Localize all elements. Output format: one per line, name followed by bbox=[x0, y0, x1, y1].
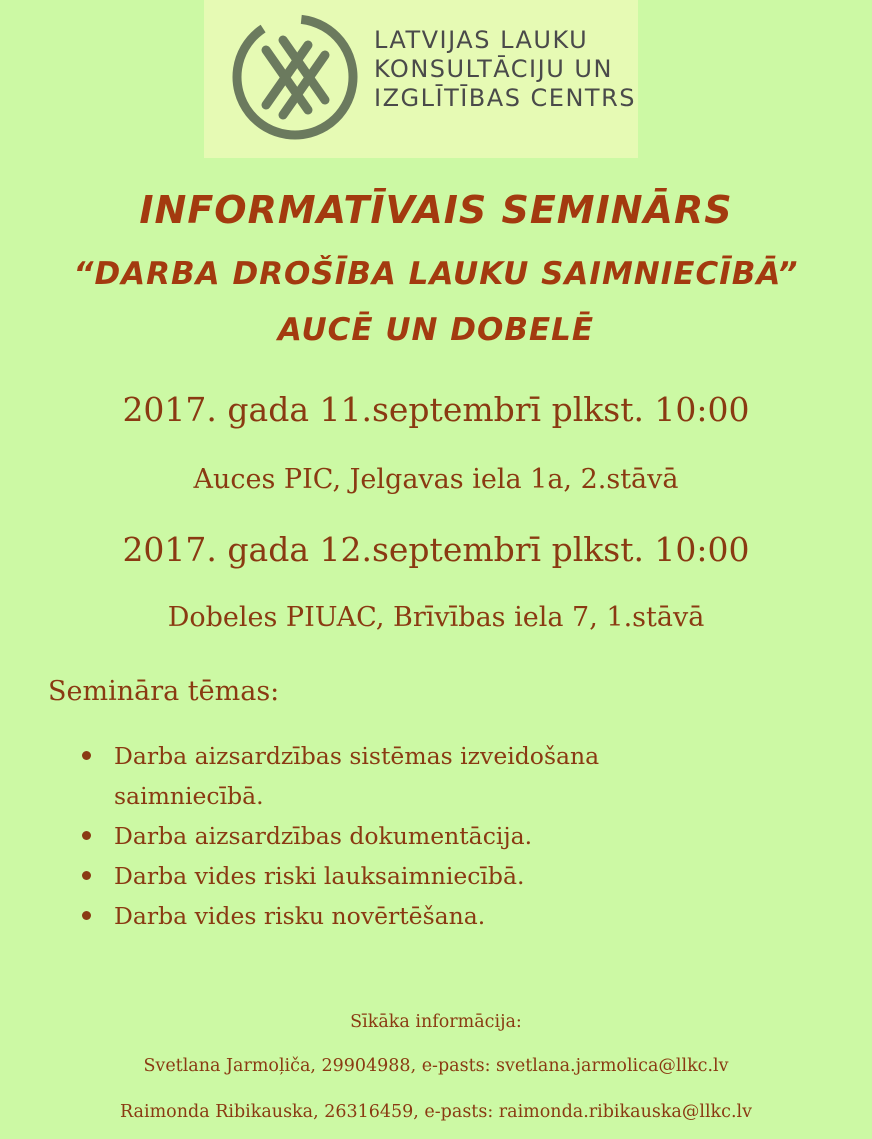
topic-text: Darba vides riski lauksaimniecībā. bbox=[114, 862, 525, 890]
logo-line-3: IZGLĪTĪBAS CENTRS bbox=[374, 84, 636, 112]
topic-item bbox=[80, 816, 714, 856]
llkc-logo-icon bbox=[228, 10, 362, 144]
logo-text bbox=[374, 26, 636, 113]
seminar-subtitle: “DARBA DROŠĪBA LAUKU SAIMNIECĪBĀ” bbox=[73, 256, 799, 292]
logo-banner bbox=[204, 0, 638, 158]
contact-person-1: Svetlana Jarmoļiča, 29904988, e-pasts: svetlana.jarmolica@llkc.lv bbox=[143, 1056, 729, 1076]
logo-line-2: KONSULTĀCIJU UN bbox=[374, 55, 613, 83]
bullet-icon bbox=[82, 911, 91, 920]
topics-list bbox=[80, 736, 714, 936]
topic-item bbox=[80, 856, 714, 896]
topics-heading: Semināra tēmas: bbox=[48, 676, 280, 707]
session-2-place: Dobeles PIUAC, Brīvības iela 7, 1.stāvā bbox=[167, 602, 705, 633]
contact-person-2: Raimonda Ribikauska, 26316459, e-pasts: raimonda.ribikauska@llkc.lv bbox=[119, 1102, 753, 1122]
topic-item bbox=[80, 896, 714, 936]
session-1-date: 2017. gada 11.septembrī plkst. 10:00 bbox=[122, 390, 750, 429]
topic-text: Darba aizsardzības sistēmas izveidošana saimniecībā. bbox=[114, 742, 600, 810]
topic-text: Darba aizsardzības dokumentācija. bbox=[114, 822, 533, 850]
topic-item bbox=[80, 736, 714, 816]
seminar-title: INFORMATĪVAIS SEMINĀRS bbox=[139, 188, 733, 232]
bullet-icon bbox=[82, 871, 91, 880]
seminar-locations: AUCĒ UN DOBELĒ bbox=[277, 312, 595, 348]
bullet-icon bbox=[82, 831, 91, 840]
session-2-date: 2017. gada 12.septembrī plkst. 10:00 bbox=[122, 530, 750, 569]
topic-text: Darba vides risku novērtēšana. bbox=[114, 902, 486, 930]
bullet-icon bbox=[82, 751, 91, 760]
session-1-place: Auces PIC, Jelgavas iela 1a, 2.stāvā bbox=[193, 464, 679, 495]
contact-heading: Sīkāka informācija: bbox=[350, 1012, 522, 1032]
logo-line-1: LATVIJAS LAUKU bbox=[374, 26, 589, 54]
